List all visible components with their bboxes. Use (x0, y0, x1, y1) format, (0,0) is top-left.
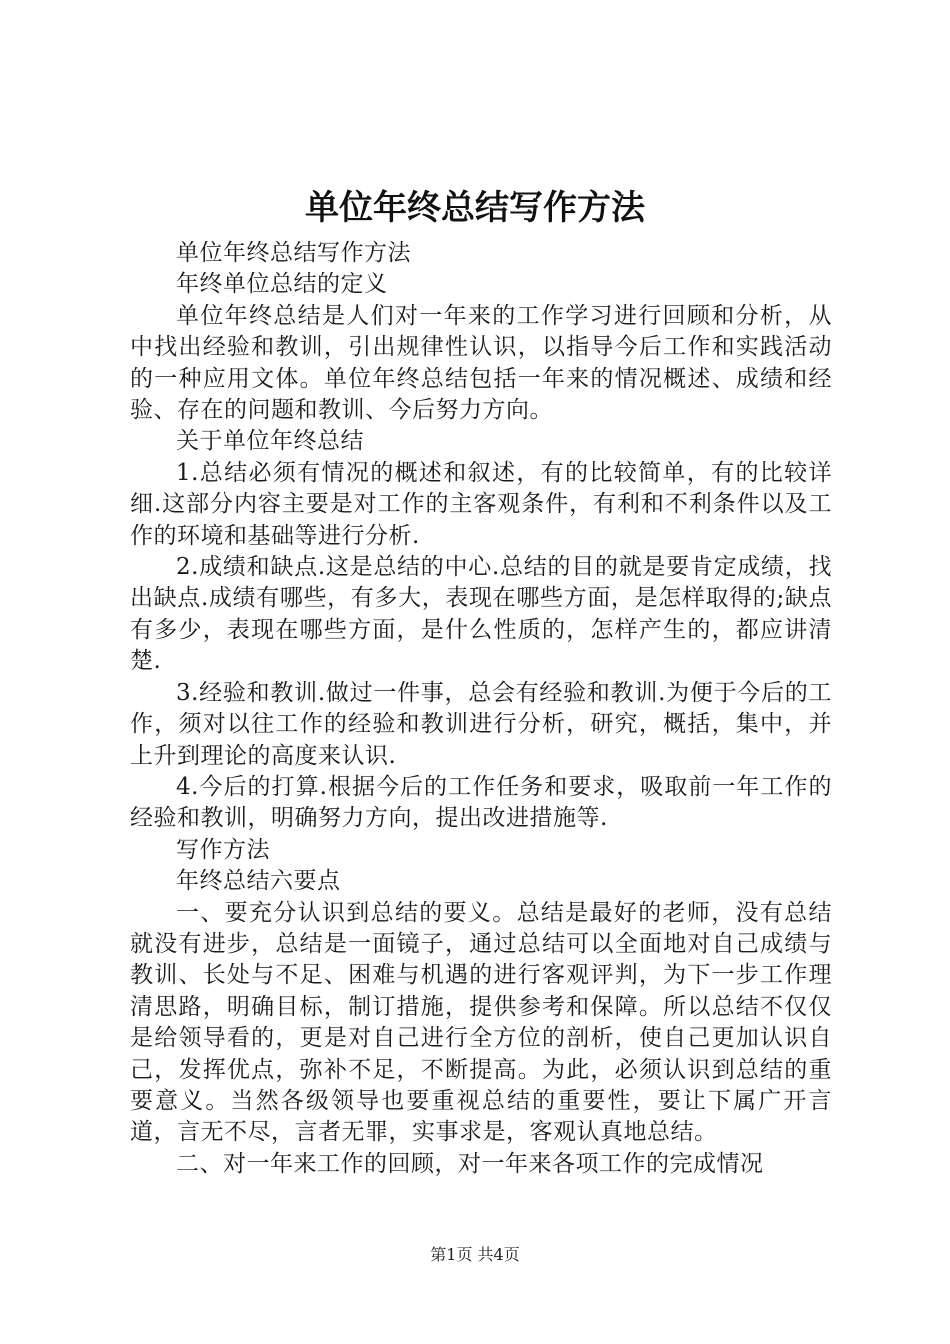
paragraph-definition: 单位年终总结是人们对一年来的工作学习进行回顾和分析，从中找出经验和教训，引出规律性认识，以指导今后工作和实践活动的一种应用文体。单位年终总结包括一年来的情况概述、成绩和经验、存在的问题和教训、今后努力方向。 (130, 302, 832, 424)
paragraph-point-4: 4.今后的打算.根据今后的工作任务和要求，吸取前一年工作的经验和教训，明确努力方向，提出改进措施等. (130, 773, 832, 832)
page-number-footer: 第1页 共4页 (430, 1245, 520, 1264)
paragraph-heading-definition: 年终单位总结的定义 (176, 271, 388, 298)
paragraph-heading-about: 关于单位年终总结 (176, 428, 364, 455)
document-title: 单位年终总结写作方法 (305, 188, 645, 228)
paragraph-heading-method: 写作方法 (176, 836, 270, 863)
paragraph-point-2: 2.成绩和缺点.这是总结的中心.总结的目的就是要肯定成绩，找出缺点.成绩有哪些，有多大，表现在哪些方面，是怎样取得的;缺点有多少，表现在哪些方面，是什么性质的，怎样产生的，都应讲清楚. (130, 554, 832, 675)
document-body (130, 238, 832, 1180)
paragraph-six-points-1: 一、要充分认识到总结的要义。总结是最好的老师，没有总结就没有进步，总结是一面镜子，通过总结可以全面地对自己成绩与教训、长处与不足、困难与机遇的进行客观评判，为下一步工作理清思路，明确目标，制订措施，提供参考和保障。所以总结不仅仅是给领导看的，更是对自己进行全方位的剖析，使自己更加认识自己，发挥优点，弥补不足，不断提高。为此，必须认识到总结的重要意义。当然各级领导也要重视总结的重要性，要让下属广开言道，言无不尽，言者无罪，实事求是，客观认真地总结。 (130, 899, 832, 1146)
paragraph-six-points-2: 二、对一年来工作的回顾，对一年来各项工作的完成情况 (176, 1150, 764, 1177)
paragraph-point-1: 1.总结必须有情况的概述和叙述，有的比较简单，有的比较详细.这部分内容主要是对工作的主客观条件，有利和不利条件以及工作的环境和基础等进行分析. (130, 459, 832, 549)
paragraph-subtitle: 单位年终总结写作方法 (176, 240, 411, 266)
paragraph-point-3: 3.经验和教训.做过一件事，总会有经验和教训.为便于今后的工作，须对以往工作的经验和教训进行分析，研究，概括，集中，并上升到理论的高度来认识. (130, 679, 832, 769)
paragraph-heading-six-points: 年终总结六要点 (176, 868, 341, 895)
